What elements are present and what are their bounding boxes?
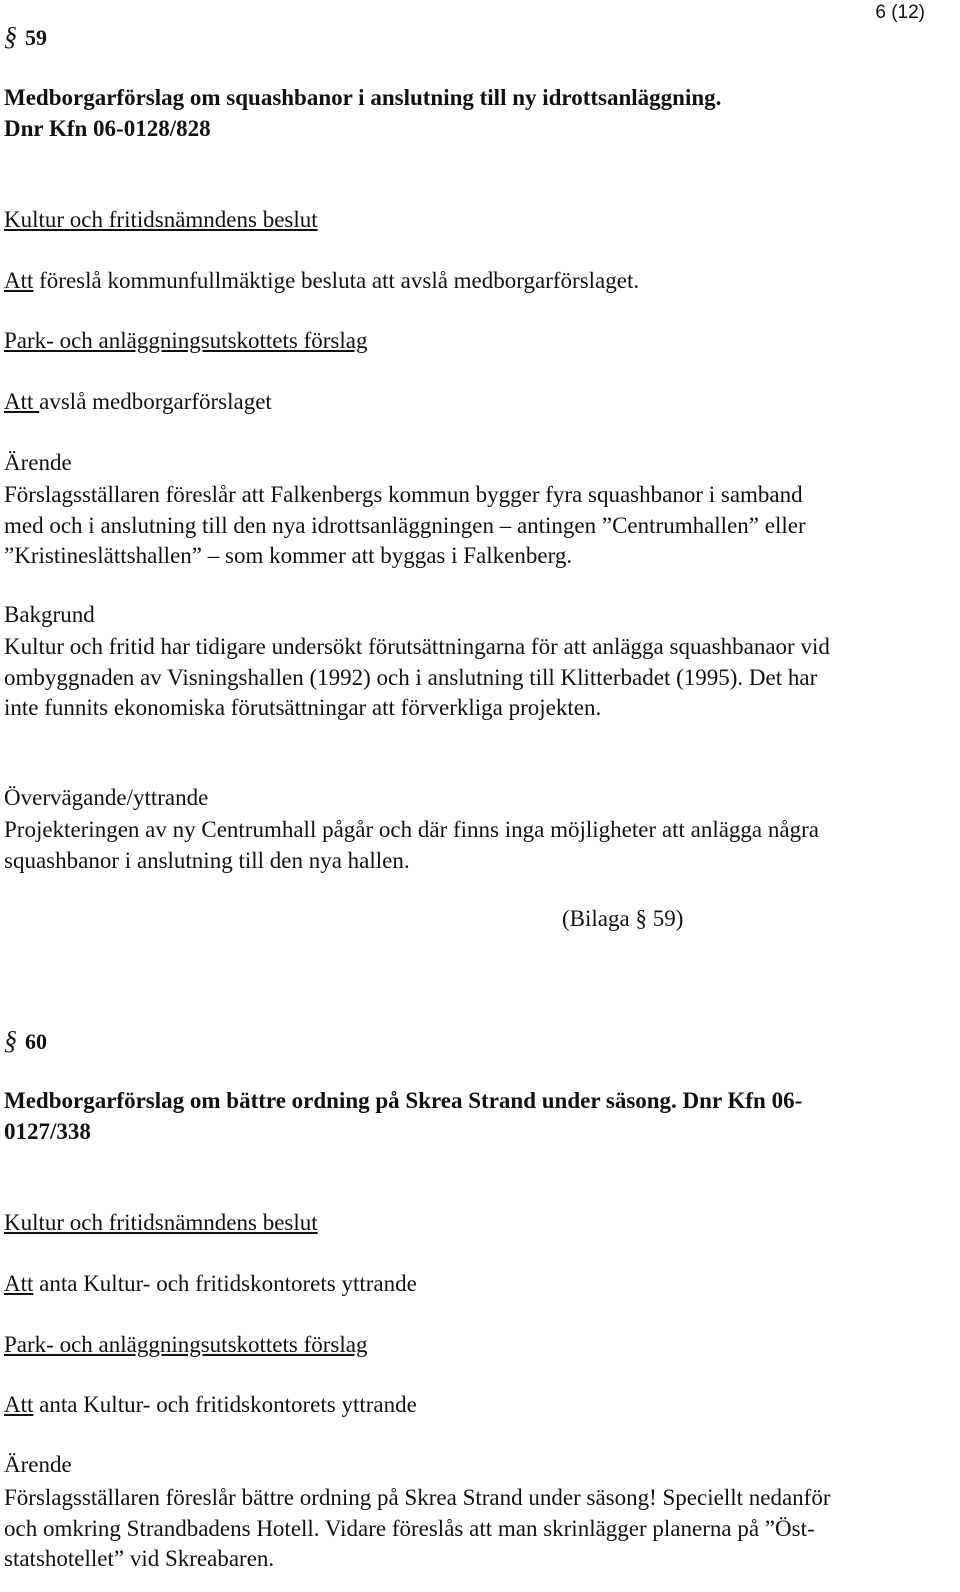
beslut-body: anta Kultur- och fritidskontorets yttrande [33, 1271, 417, 1296]
s59-forslag-heading: Park- och anläggningsutskottets förslag [4, 328, 368, 353]
s59-bilaga: (Bilaga § 59) [562, 906, 684, 931]
page-number: 6 (12) [875, 2, 925, 23]
att-label: Att [4, 1392, 34, 1417]
att-label: Att [4, 268, 34, 293]
paragraph-line: squashbanor i anslutning till den nya hallen. [4, 847, 410, 873]
s59-forslag-text [4, 389, 272, 415]
att-label: Att [4, 1271, 34, 1296]
paragraph-line: och omkring Strandbadens Hotell. Vidare föreslås att man skrinlägger planerna på ”Öst- [4, 1515, 815, 1541]
section-sign: § [4, 1026, 17, 1055]
section-60-header [4, 1026, 47, 1056]
s60-beslut-text [4, 1271, 417, 1297]
s59-bakgrund-heading: Bakgrund [4, 602, 95, 627]
s59-title-line1: Medborgarförslag om squashbanor i anslutning till ny idrottsanläggning. [4, 85, 722, 110]
section-number: 60 [25, 1029, 47, 1054]
paragraph-line: Förslagsställaren föreslår bättre ordning på Skrea Strand under säsong! Speciellt nedanför [4, 1485, 831, 1510]
s59-title-line2: Dnr Kfn 06-0128/828 [4, 116, 211, 141]
s59-arende-heading: Ärende [4, 450, 72, 475]
section-sign: § [4, 22, 17, 51]
paragraph-line: Kultur och fritid har tidigare undersökt förutsättningarna för att anlägga squashbanaor vid [4, 634, 830, 659]
paragraph-line: statshotellet” vid Skreabaren. [4, 1546, 275, 1571]
s59-beslut-heading: Kultur och fritidsnämndens beslut [4, 207, 318, 232]
s60-beslut-heading: Kultur och fritidsnämndens beslut [4, 1210, 318, 1235]
forslag-body: anta Kultur- och fritidskontorets yttrande [33, 1392, 417, 1417]
s59-bakgrund-paragraph [4, 632, 954, 724]
forslag-body: avslå medborgarförslaget [39, 389, 272, 414]
paragraph-line: inte funnits ekonomiska förutsättningar att förverkliga projekten. [4, 695, 602, 720]
s60-title-line1: Medborgarförslag om bättre ordning på Skrea Strand under säsong. Dnr Kfn 06- [4, 1088, 803, 1113]
s60-arende-paragraph [4, 1483, 954, 1575]
beslut-body: föreslå kommunfullmäktige besluta att avslå medborgarförslaget. [33, 268, 640, 293]
paragraph-line: ombyggnaden av Visningshallen (1992) och i anslutning till Klitterbadet (1995). Det har [4, 664, 818, 690]
paragraph-line: ”Kristineslättshallen” – som kommer att byggas i Falkenberg. [4, 543, 573, 568]
section-59-header [4, 22, 47, 52]
s59-overvagande-paragraph [4, 815, 954, 876]
s60-forslag-text [4, 1392, 417, 1418]
paragraph-line: med och i anslutning till den nya idrottsanläggningen – antingen ”Centrumhallen” eller [4, 512, 806, 538]
s59-beslut-text [4, 268, 639, 294]
section-number: 59 [25, 25, 47, 50]
s60-forslag-heading: Park- och anläggningsutskottets förslag [4, 1332, 368, 1357]
paragraph-line: Projekteringen av ny Centrumhall pågår och där finns inga möjligheter att anlägga några [4, 817, 819, 842]
att-label: Att [4, 389, 40, 414]
s60-title-line2: 0127/338 [4, 1119, 91, 1144]
s59-arende-paragraph [4, 480, 954, 572]
s60-arende-heading: Ärende [4, 1452, 72, 1477]
s59-overvagande-heading: Övervägande/yttrande [4, 785, 209, 810]
paragraph-line: Förslagsställaren föreslår att Falkenbergs kommun bygger fyra squashbanor i samband [4, 482, 803, 507]
